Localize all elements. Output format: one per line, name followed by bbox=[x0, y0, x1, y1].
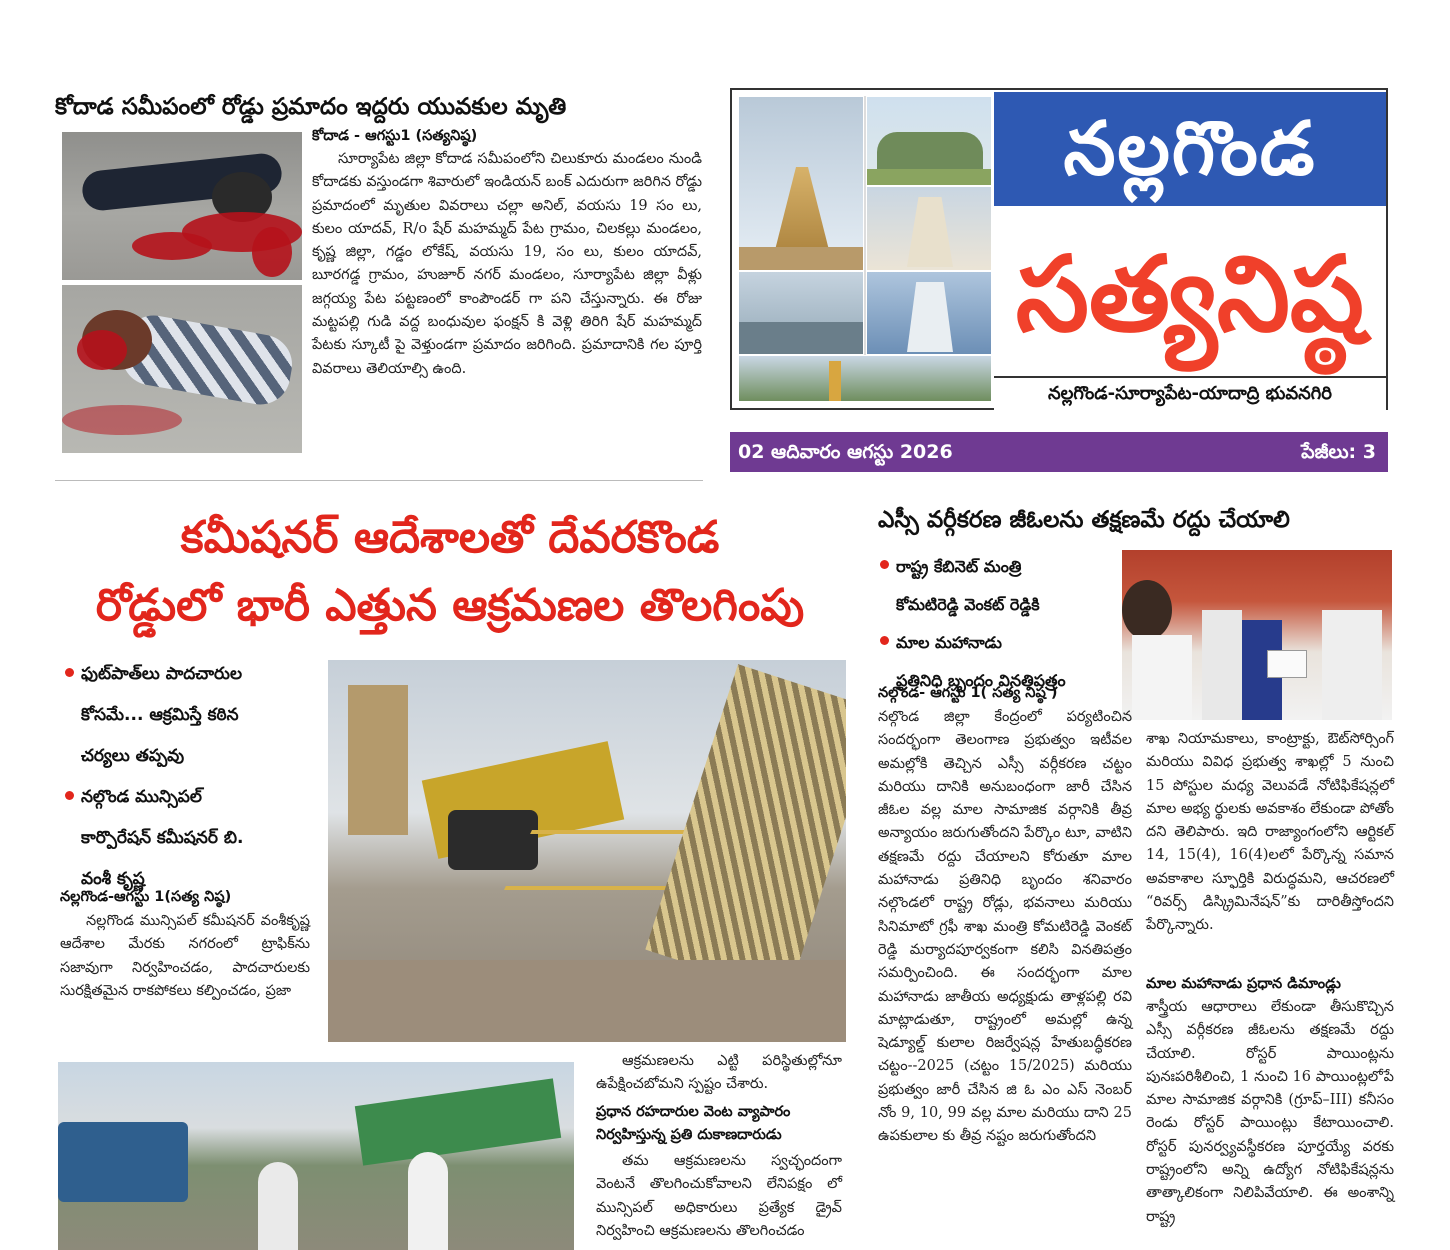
article2-bullet-2-line2: కార్పొరేషన్ కమీషనర్ బి. bbox=[81, 828, 244, 848]
page-number: పేజీలు: 3 bbox=[1301, 441, 1376, 463]
article3-col1-paragraph: నల్గొండ జిల్లా కేంద్రంలో పర్యటించిన సందర్భంగా తెలంగాణ ప్రభుత్వం ఇటీవల అమల్లోకి తెచ్చిన ఎస్సీ వర్గీకరణ చట్టం మరియు దానికి అనుబంధంగా జారీ చేసిన జీఓల వల్ల మాల సామాజిక వర్గానికి తీవ్ర అన్యాయం జరుగుతోందని పేర్కొం టూ, వాటిని తక్షణమే రద్దు చేయాలని కోరుతూ మాల మహానాడు ప్రతినిధి బృందం శనివారం నల్గొండలో రాష్ట్ర రోడ్లు, భవనాలు మరియు సినిమాటో గ్రఫీ శాఖ మంత్రి కోమటిరెడ్డి వెంకట్ రెడ్డి మర్యాదపూర్వకంగా కలిసి వినతిపత్రం సమర్పించింది. ఈ సందర్భంగా మాల మహానాడు జాతీయ అధ్యక్షుడు తాళ్లపల్లి రవి మాట్లాడుతూ, రాష్ట్రంలో అమల్లో ఉన్న షెడ్యూల్డ్ కులాల రిజర్వేషన్ల హేతుబద్ధీకరణ చట్టం--2025 (చట్టం 15/2025) మరియు ప్రభుత్వం జారీ చేసిన జి ఓ ఎం ఎస్ నెంబర్ నోం 9, 10, 99 వల్ల మాల మరియు దాని 25 ఉపకులాల కు తీవ్ర నష్టం జరుగుతోందని bbox=[878, 709, 1132, 1145]
article2-subhead: ప్రధాన రహదారుల వెంట వ్యాపారం నిర్వహిస్తున్న ప్రతి దుకాణదారుడు bbox=[596, 1104, 791, 1143]
article3-col2-bottom bbox=[1146, 996, 1394, 1229]
article2-body-3 bbox=[596, 1150, 842, 1243]
demolition-photo bbox=[328, 660, 846, 1042]
article3-col1 bbox=[878, 706, 1132, 1149]
article3-col2-paragraph-2: శాస్త్రీయ ఆధారాలు లేకుండా తీసుకొచ్చిన ఎస్సీ వర్గీకరణ జీఓలను తక్షణమే రద్దు చేయాలి. రోస్టర్ పాయింట్లను పునఃపరిశీలించి, 1 నుంచి 16 పాయింట్లలోపే మాల సామాజిక వర్గానికి (గ్రూప్–III) కనీసం రెండు రోస్టర్ పాయింట్లు కేటాయించాలి. రోస్టర్ పునర్వ్యవస్థీకరణ పూర్తయ్యే వరకు రాష్ట్రంలోని అన్ని ఉద్యోగ నోటిఫికేషన్లను తాత్కాలికంగా నిలిపివేయాలి. ఈ అంశాన్ని రాష్ట్ర bbox=[1146, 999, 1394, 1225]
article3-col2-paragraph-1: శాఖ నియామకాలు, కాంట్రాక్టు, ఔట్‌సోర్సింగ్ మరియు వివిధ ప్రభుత్వ శాఖల్లో 5 నుంచి 15 పోస్టుల మధ్య వెలువడే నోటిఫికేషన్లలో మాల అభ్య ర్థులకు అవకాశం లేకుండా పోతోం దని తెలిపారు. ఇది రాజ్యాంగంలోని ఆర్టికల్ 14, 15(4), 16(4)లలో పేర్కొన్న సమాన అవకాశాల స్ఫూర్తికి విరుద్ధమని, ఆచరణలో “రివర్స్ డిస్క్రిమినేషన్”కు దారితీస్తోందని పేర్కొన్నారు. bbox=[1146, 731, 1394, 934]
masthead-collage bbox=[738, 96, 992, 402]
divider-left bbox=[55, 480, 703, 481]
newspaper-masthead bbox=[730, 88, 1388, 410]
article2-bullet-2-line3: వంశీ కృష్ణ bbox=[81, 869, 145, 889]
masthead-title-band bbox=[994, 92, 1386, 206]
article3-bullets bbox=[870, 548, 1120, 700]
bullet-dot-icon bbox=[65, 668, 74, 677]
article3-bullet-2-line2: ప్రతినిధి బృందం వినతిపత్రం bbox=[896, 671, 1066, 690]
article1-headline: కోదాడ సమీపంలో రోడ్డు ప్రమాదం ఇద్దరు యువకుల మృతి bbox=[55, 94, 567, 120]
article2-headline-line2: రోడ్డులో భారీ ఎత్తున ఆక్రమణల తొలగింపు bbox=[95, 580, 805, 631]
article2-body-1 bbox=[60, 910, 310, 1003]
article3-headline: ఎస్సీ వర్గీకరణ జీఓలను తక్షణమే రద్దు చేయాలి bbox=[878, 507, 1290, 533]
masthead-districts: నల్లగొండ-సూర్యాపేట-యాదాద్రి భువనగిరి bbox=[994, 376, 1386, 410]
article3-col2-top bbox=[1146, 728, 1394, 938]
article3-bullet-1-line2: కోమటిరెడ్డి వెంకట్ రెడ్డికి bbox=[896, 595, 1040, 614]
article2-paragraph-3: తమ ఆక్రమణలను స్వచ్ఛందంగా వెంటనే తొలగించుకోవాలని లేనిపక్షం లో మున్సిపల్ అధికారులు ప్రత్యేక డ్రైవ్ నిర్వహించి ఆక్రమణలను తొలగించడం bbox=[596, 1153, 842, 1239]
article2-paragraph-2: ఆక్రమణలను ఎట్టి పరిస్థితుల్లోనూ ఉపేక్షించబోమని స్పష్టం చేశారు. bbox=[596, 1053, 842, 1093]
masthead-title-line1: నల్లగొండ bbox=[1063, 106, 1317, 192]
article2-bullet-2: నల్గొండ మున్సిపల్ bbox=[55, 777, 323, 818]
collage-shrine-image bbox=[866, 271, 992, 355]
issue-date: 02 ఆదివారం ఆగస్టు 2026 bbox=[738, 441, 953, 463]
article2-bullets bbox=[55, 654, 323, 900]
encroachment-removal-photo bbox=[58, 1062, 574, 1250]
collage-gopuram-image bbox=[866, 186, 992, 271]
date-bar bbox=[730, 432, 1388, 472]
article2-bullet-1-line2: కోసమే... ఆక్రమిస్తే కఠిన bbox=[81, 705, 239, 725]
bullet-dot-icon bbox=[65, 791, 74, 800]
masthead-title-line2: సత్యనిష్ఠ bbox=[1015, 233, 1365, 355]
collage-temple-image bbox=[738, 96, 864, 271]
article1-body bbox=[312, 148, 702, 381]
memorandum-photo bbox=[1122, 550, 1392, 720]
article2-dateline: నల్లగొండ-ఆగస్టు 1(సత్య నిష్ఠ) bbox=[60, 889, 232, 905]
accident-photo-2 bbox=[62, 285, 302, 453]
article2-headline-line1: కమీషనర్ ఆదేశాలతో దేవరకొండ bbox=[180, 512, 720, 563]
article2-bullet-1-line3: చర్యలు తప్పవు bbox=[81, 746, 185, 766]
article3-bullet-1: రాష్ట్ర కేబినెట్ మంత్రి bbox=[870, 548, 1120, 586]
article3-dateline: నల్గొండ- ఆగస్టు 1( సత్య నిష్ఠ ) bbox=[878, 685, 1058, 701]
collage-fort-image bbox=[866, 96, 992, 186]
article1-dateline: కోదాడ - ఆగస్టు1 (సత్యనిష్ఠ) bbox=[312, 128, 478, 144]
bullet-dot-icon bbox=[880, 636, 889, 645]
article3-col2-subhead: మాల మహానాడు ప్రధాన డిమాండ్లు bbox=[1146, 976, 1341, 992]
article3-bullet-2: మాల మహానాడు bbox=[870, 624, 1120, 662]
article2-bullet-1: ఫుట్‌పాత్‌లు పాదచారుల bbox=[55, 654, 323, 695]
collage-town-image bbox=[738, 355, 992, 402]
article2-body-2 bbox=[596, 1050, 842, 1097]
article2-paragraph-1: నల్లగొండ మున్సిపల్ కమీషనర్ వంశీకృష్ణ ఆదేశాల మేరకు నగరంలో ట్రాఫిక్‌ను సజావుగా నిర్వహించడం, పాదచారులకు సురక్షితమైన రాకపోకలు కల్పించడం, ప్రజా bbox=[60, 913, 310, 999]
accident-photo-1 bbox=[62, 132, 302, 280]
collage-dam-image bbox=[738, 271, 864, 355]
article1-body-paragraph: సూర్యాపేట జిల్లా కోదాడ సమీపంలోని చిలుకూరు మండలం నుండి కోదాడకు వస్తుండగా శివారులో ఇండియన్ బంక్ ఎదురుగా జరిగిన రోడ్డు ప్రమాదంలో మృతుల వివరాలు చల్లా అనిల్, వయసు 19 సం లు, కులం యాదవ్, R/o షేర్ మహమ్మద్ పేట గ్రామం, చిలకల్లు మండలం, కృష్ణ జిల్లా, గడ్డం లోకేష్, వయసు 19, సం లు, కులం యాదవ్, బూరగడ్డ గ్రామం, హుజూర్ నగర్ మండలం, సూర్యాపేట జిల్లా వీళ్లు జగ్గయ్య పేట పట్టణంలో కాంపౌండర్ గా పని చేస్తున్నారు. ఈ రోజు మట్టపల్లి గుడి వద్ద బంధువుల ఫంక్షన్ కి వెళ్లి తిరిగి షేర్ మహమ్మద్ పేటకు స్కూటీ పై వెళ్తుండగా ప్రమాదం జరిగింది. ప్రమాదానికి గల పూర్తి వివరాలు తెలియాల్సి ఉంది. bbox=[312, 151, 703, 377]
bullet-dot-icon bbox=[880, 560, 889, 569]
